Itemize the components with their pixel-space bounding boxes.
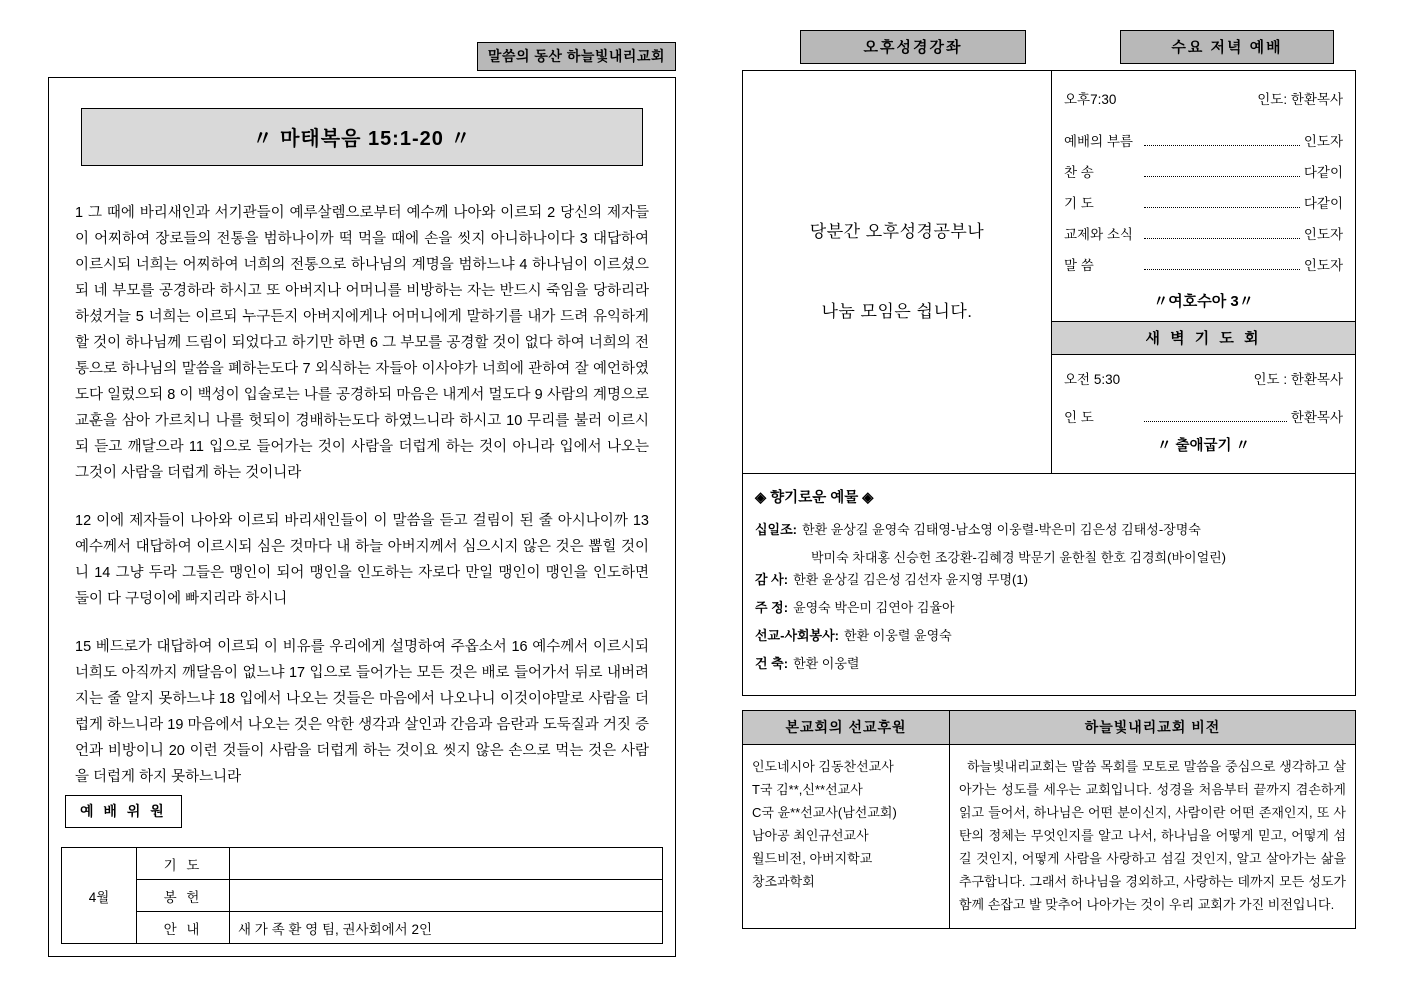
service-time: 오후7:30	[1064, 92, 1117, 107]
order-item	[1064, 130, 1343, 150]
dawn-prayer-body	[1052, 368, 1355, 473]
scripture-paragraph: 1 그 때에 바리새인과 서기관들이 예루살렘으로부터 예수께 나아와 이르되 2 당신의 제자들이 어찌하여 장로들의 전통을 범하나이까 떡 먹을 때에 손을 씻지 아니하나이다 3 대답하여 이르시되 너희는 어찌하여 너희의 전통으로 하나님의 계명을 범하느냐 4 하나님이 이르셨으되 네 부모를 공경하라 하시고 또 아버지나 어머니를 비방하는 자는 반드시 죽임을 당하리라 하셨거늘 5 너희는 이르되 누구든지 아버지에게나 어머니에게 말하기를 내가 드려 유익하게 할 것이 하나님께 드림이 되었다고 하기만 하면 6 그 부모를 공경할 것이 없다 하여 너희의 전통으로 하나님의 말씀을 폐하는도다 7 외식하는 자들아 이사야가 너희에 관하여 잘 예언하였도다 일렀으되 8 이 백성이 입술로는 나를 공경하되 마음은 내게서 멀도다 9 사람의 계명으로 교훈을 삼아 가르치니 나를 헛되이 경배하는도다 하였느니라 하시고 10 무리를 불러 이르시되 듣고 깨달으라 11 입으로 들어가는 것이 사람을 더럽게 하는 것이 아니라 입에서 나오는 그것이 사람을 더럽게 하는 것이니라	[75, 205, 649, 481]
offering-value: 한환 윤상길 김은성 김선자 윤지영 무명(1)	[793, 572, 1028, 587]
dot-leader	[1144, 136, 1300, 146]
offering-value: 한환 윤상길 윤영숙 김태영-남소영 이웅렬-박은미 김은성 김태성-장명숙	[802, 522, 1201, 537]
order-item-name: 교제와 소식	[1064, 227, 1133, 242]
right-header-row	[742, 30, 1356, 64]
dot-leader	[1144, 229, 1300, 239]
offering-section	[743, 473, 1355, 695]
service-leader: 인도: 한환목사	[1257, 92, 1343, 107]
notice-panel	[743, 71, 1052, 473]
order-item-by: 인도자	[1303, 134, 1343, 149]
right-main-panel	[742, 70, 1356, 696]
service-time-row	[1052, 88, 1355, 108]
dawn-order-name: 인 도	[1064, 410, 1094, 425]
sermon-text-title: 〃여호수아 3〃	[1153, 293, 1254, 310]
scripture-title: 〃 마태복음 15:1-20 〃	[81, 108, 643, 166]
order-item	[1064, 254, 1343, 274]
dawn-order-by: 한환목사	[1290, 410, 1343, 425]
order-item	[1064, 161, 1343, 181]
dawn-order-item	[1064, 406, 1343, 426]
offering-row	[755, 569, 1343, 591]
mission-vision-table	[742, 710, 1356, 929]
wednesday-evening-service-header: 수요 저녁 예배	[1120, 30, 1334, 64]
offering-label: 감 사:	[755, 572, 789, 587]
dawn-time: 오전 5:30	[1064, 372, 1121, 387]
vision-paragraph: 하늘빛내리교회는 말씀 목회를 모토로 말씀을 중심으로 생각하고 살아가는 성도를 세우는 교회입니다. 성경을 처음부터 끝까지 겸손하게 읽고 들어서, 하나님은 어떤 분이신지, 사람이란 어떤 존재인지, 또 사탄의 정체는 무엇인지를 알고 나서, 하나님을 어떻게 믿고, 어떻게 섬길 것인지, 어떻게 사람을 사랑하고 섬길 것인지, 알고 살아가는 삶을 추구합니다. 그래서 하나님을 경외하고, 사랑하는 데까지 모든 성도가 함께 손잡고 발 맞추어 나아가는 것이 우리 교회가 가진 비전입니다.	[959, 759, 1346, 912]
list-item: C국 윤**선교사(남선교회)	[752, 805, 897, 820]
vision-text	[959, 755, 1346, 916]
afternoon-bible-lecture-header: 오후성경강좌	[800, 30, 1026, 64]
order-item-by: 다같이	[1303, 165, 1343, 180]
dawn-prayer-header: 새 벽 기 도 회	[1052, 321, 1355, 355]
offering-row	[755, 653, 1343, 675]
order-item-by: 인도자	[1303, 227, 1343, 242]
right-column	[742, 30, 1356, 929]
dawn-time-row	[1064, 368, 1343, 388]
staff-role-cell: 안 내	[137, 912, 230, 944]
order-item-by: 다같이	[1303, 196, 1343, 211]
mission-support-header: 본교회의 선교후원	[743, 711, 950, 745]
left-banner	[48, 42, 676, 71]
mission-support-cell	[743, 745, 950, 929]
scripture-paragraph: 12 이에 제자들이 나아와 이르되 바리새인들이 이 말씀을 듣고 걸림이 된 줄 아시나이까 13 예수께서 대답하여 이르시되 심은 것마다 내 하늘 아버지께서 심으시지 않은 것은 뽑힐 것이니 14 그냥 두라 그들은 맹인이 되어 맹인을 인도하는 자로다 만일 맹인이 맹인을 인도하면 둘이 다 구덩이에 빠지리라 하시니	[75, 513, 649, 607]
dot-leader	[1144, 412, 1287, 422]
offering-label: 건 축:	[755, 656, 789, 671]
scripture-panel	[48, 77, 676, 957]
offering-row	[755, 519, 1343, 541]
staff-role-cell: 봉 헌	[137, 880, 230, 912]
service-block	[743, 71, 1355, 473]
staff-value-cell	[230, 880, 663, 912]
offering-title: ◈ 향기로운 예물 ◈	[755, 490, 874, 506]
dot-leader	[1144, 260, 1300, 270]
list-item: T국 김**,신**선교사	[752, 782, 863, 797]
staff-role-cell: 기 도	[137, 848, 230, 880]
dot-leader	[1144, 198, 1300, 208]
order-item-by: 인도자	[1303, 258, 1343, 273]
dot-leader	[1144, 167, 1300, 177]
scripture-paragraph: 15 베드로가 대답하여 이르되 이 비유를 우리에게 설명하여 주옵소서 16 예수께서 이르시되 너희도 아직까지 깨달음이 없느냐 17 입으로 들어가는 모든 것은 배로 들어가서 뒤로 내버려지는 줄 알지 못하느냐 18 입에서 나오는 것들은 마음에서 나오나니 이것이야말로 사람을 더럽게 하느니라 19 마음에서 나오는 것은 악한 생각과 살인과 간음과 음란과 도둑질과 거짓 증언과 비방이니 20 이런 것들이 사람을 더럽게 하는 것이요 씻지 않은 손으로 먹는 것은 사람을 더럽게 하지 못하느니라	[75, 639, 649, 785]
notice-line-2: 나눔 모임은 쉽니다.	[821, 302, 973, 321]
offering-label: 선교-사회봉사:	[755, 628, 840, 643]
order-item-name: 말 씀	[1064, 258, 1094, 273]
vision-header: 하늘빛내리교회 비전	[950, 711, 1356, 745]
worship-staff-label: 예 배 위 원	[65, 795, 182, 828]
offering-row	[755, 625, 1343, 647]
table-row	[62, 880, 663, 912]
offering-label: 십일조:	[755, 522, 798, 537]
service-order-panel	[1052, 71, 1355, 473]
table-row	[62, 848, 663, 880]
list-item: 인도네시아 김동찬선교사	[752, 759, 894, 774]
left-column	[48, 42, 676, 957]
dawn-book-title: 〃 출애굽기 〃	[1156, 438, 1251, 454]
table-row	[62, 912, 663, 944]
list-item: 창조과학회	[752, 874, 815, 889]
offering-value: 윤영숙 박은미 김연아 김율아	[793, 600, 955, 615]
notice-text	[810, 212, 984, 332]
list-item: 남아공 최인규선교사	[752, 828, 869, 843]
scripture-body	[69, 200, 655, 790]
order-item-name: 예배의 부름	[1064, 134, 1133, 149]
dawn-leader: 인도 : 한환목사	[1253, 372, 1343, 387]
church-banner-label: 말씀의 동산 하늘빛내리교회	[477, 42, 676, 71]
offering-label: 주 정:	[755, 600, 789, 615]
offering-value: 한환 이웅렬 윤영숙	[844, 628, 952, 643]
list-item: 월드비전, 아버지학교	[752, 851, 873, 866]
staff-value-cell	[230, 848, 663, 880]
vision-cell	[950, 745, 1356, 929]
offering-value: 한환 이웅렬	[793, 656, 860, 671]
staff-value-cell: 새 가 족 환 영 팀, 권사회에서 2인	[230, 912, 663, 944]
table-row	[743, 745, 1356, 929]
offering-continuation: 박미숙 차대홍 신승헌 조강환-김혜경 박문기 윤한칠 한호 김경희(바이얼린)	[811, 550, 1227, 565]
order-item	[1064, 223, 1343, 243]
table-header-row	[743, 711, 1356, 745]
order-of-service-list	[1052, 130, 1355, 274]
staff-month-cell: 4월	[62, 848, 137, 944]
order-item-name: 기 도	[1064, 196, 1094, 211]
order-item-name: 찬 송	[1064, 165, 1094, 180]
offering-row	[755, 597, 1343, 619]
worship-staff-table	[61, 847, 663, 944]
notice-line-1: 당분간 오후성경공부나	[809, 222, 985, 241]
order-item	[1064, 192, 1343, 212]
